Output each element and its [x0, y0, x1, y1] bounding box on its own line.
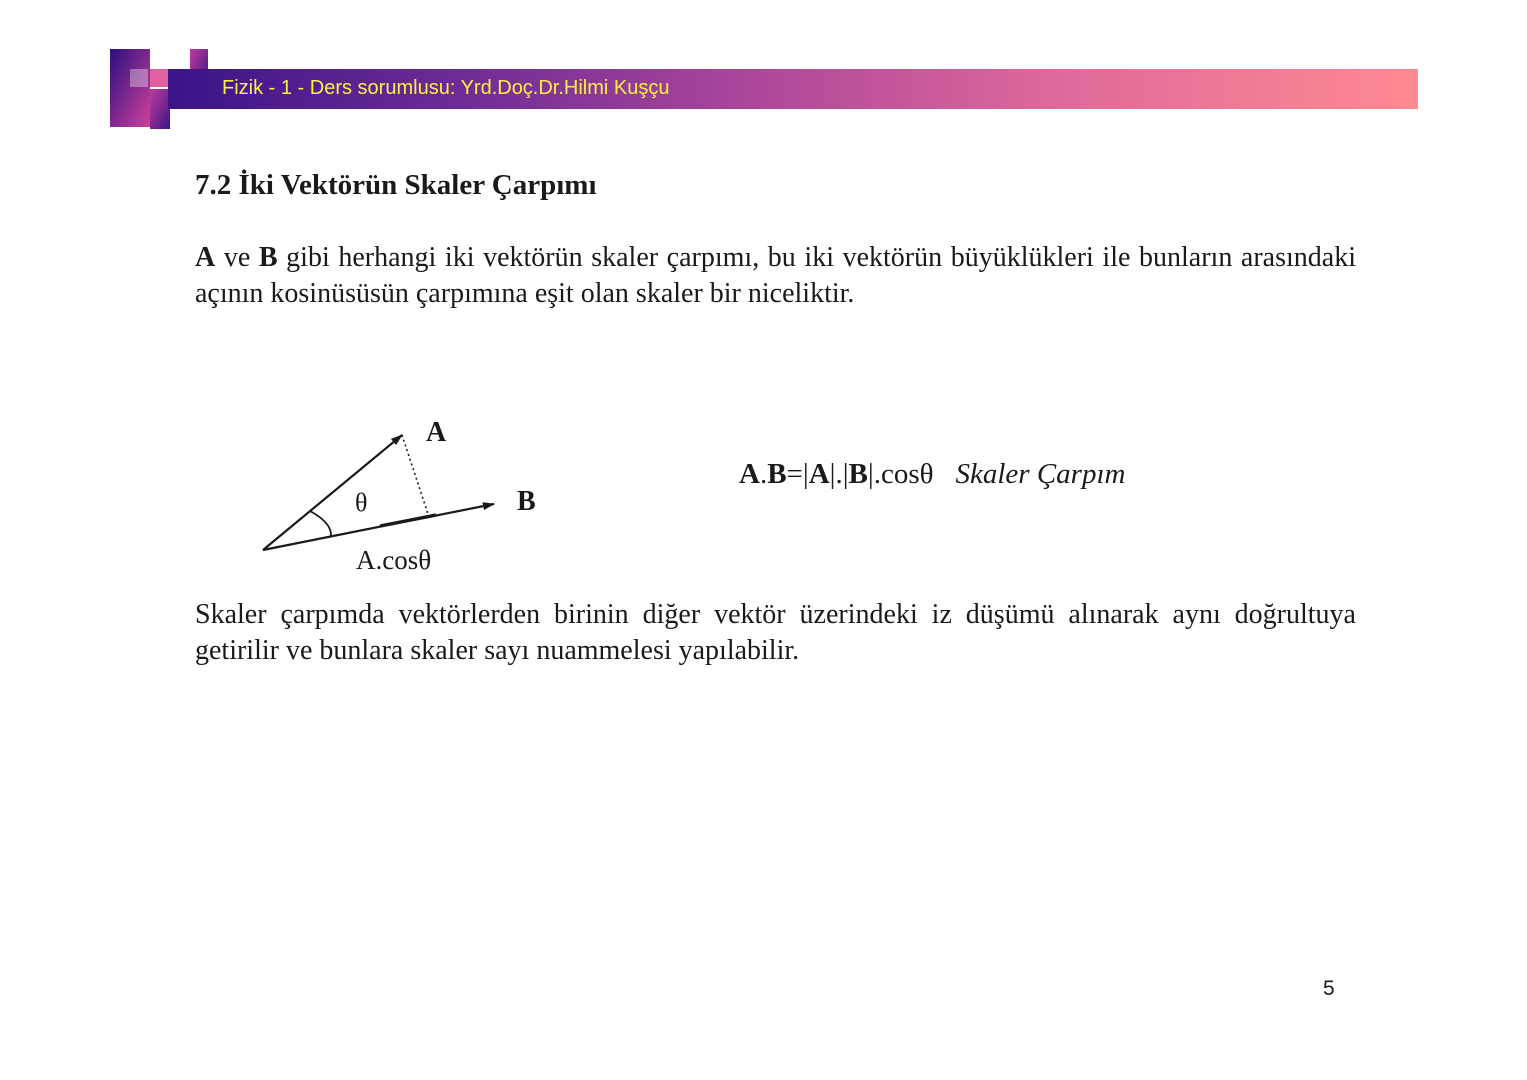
conjunction-ve: ve: [215, 242, 259, 273]
vector-diagram: [240, 405, 560, 590]
vector-diagram-svg: [240, 405, 560, 585]
dot-product-formula: [739, 456, 1125, 492]
angle-arc: [310, 511, 331, 536]
vector-a-label: A: [426, 417, 447, 448]
formula-mid: |.|: [829, 458, 849, 490]
projection-label: A.cosθ: [356, 545, 432, 575]
vector-a-arrow: [263, 435, 402, 550]
formula-b: B: [767, 458, 787, 490]
projection-segment: [380, 515, 436, 526]
perpendicular-dotted-line: [402, 435, 429, 517]
vector-b-bold: B: [258, 242, 278, 273]
vector-a-bold: A: [195, 242, 216, 273]
definition-text: gibi herhangi iki vektörün skaler çarpımı, bu iki vektörün büyüklükleri ile bunların arasındaki açının kosinüsüsün çarpımına eşit olan skaler bir niceliktir.: [195, 242, 1356, 309]
definition-paragraph: [195, 240, 1356, 312]
formula-dot: .: [759, 458, 768, 490]
formula-equals: =|: [786, 458, 809, 490]
formula-abs-a: A: [808, 458, 830, 490]
vector-b-label: B: [517, 486, 536, 517]
formula-caption: Skaler Çarpım: [955, 458, 1126, 490]
formula-cos: |.cosθ: [867, 458, 934, 490]
header-title: Fizik - 1 - Ders sorumlusu: Yrd.Doç.Dr.Hilmi Kuşçu: [222, 77, 670, 99]
vector-b-arrow: [263, 504, 494, 550]
section-title: 7.2 İki Vektörün Skaler Çarpımı: [195, 169, 597, 201]
projection-paragraph: Skaler çarpımda vektörlerden birinin diğer vektör üzerindeki iz düşümü alınarak aynı doğrultuya getirilir ve bunlara skaler sayı nuammelesi yapılabilir.: [195, 599, 1356, 666]
page-number: 5: [1323, 977, 1335, 1000]
angle-theta-label: θ: [355, 488, 368, 517]
formula-abs-b: B: [848, 458, 868, 490]
formula-a: A: [739, 458, 760, 490]
